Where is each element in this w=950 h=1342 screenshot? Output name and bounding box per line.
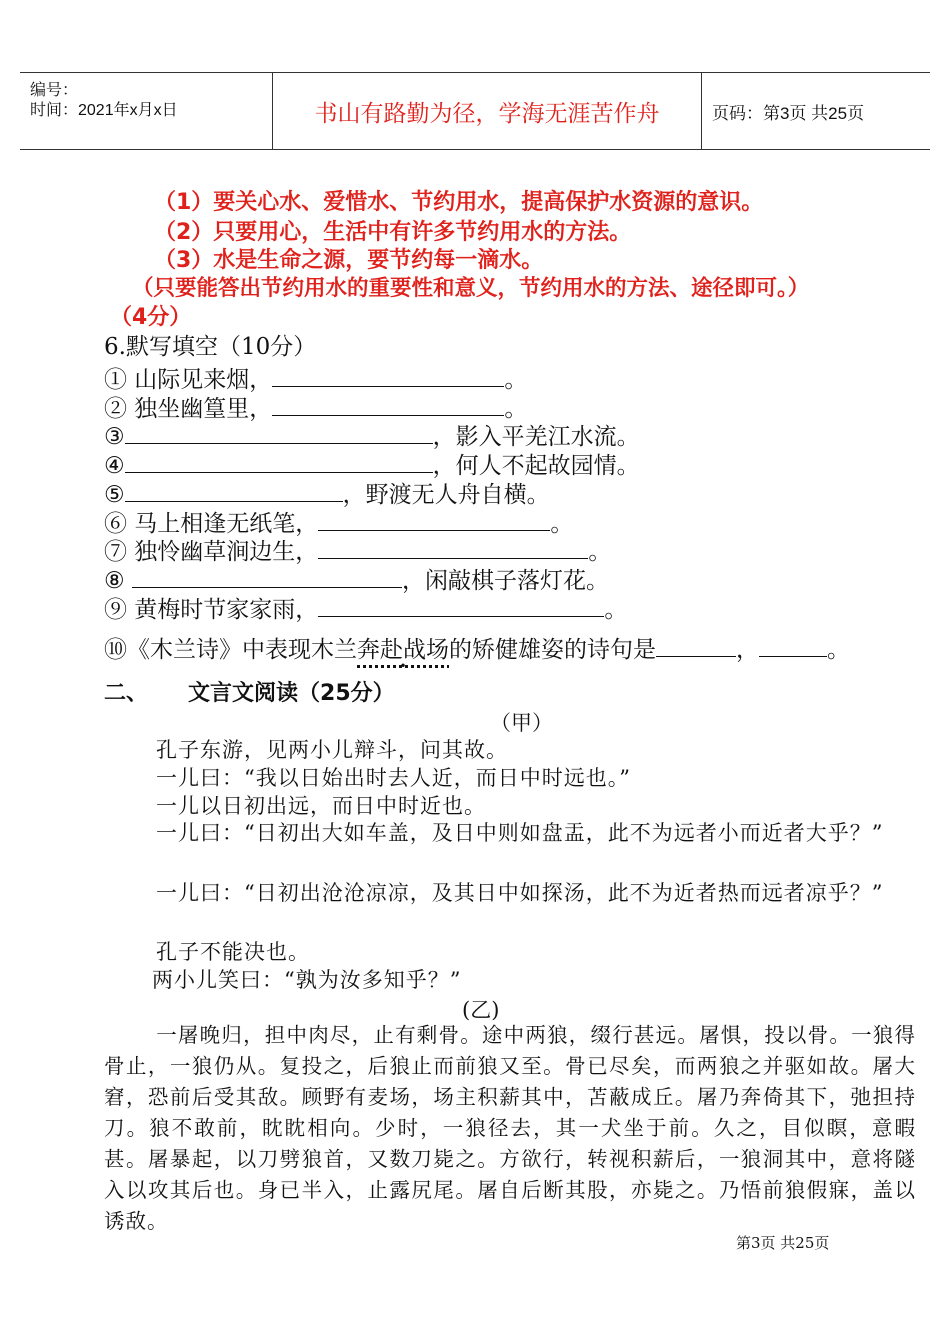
fill-blank-6[interactable] [318, 506, 550, 531]
question-6-title: 6.默写填空（10分） [104, 334, 317, 360]
fill-item-4-end: ，何人不起故园情。 [432, 453, 640, 479]
passage-a-p2-text: 一儿曰：“我以日始出时去人近，而日中时远也。” [156, 766, 631, 790]
fill-blank-9[interactable] [318, 592, 604, 617]
fill-item-8-prompt: ⑧ [104, 568, 132, 594]
passage-a-p3-text: 一儿以日初出远，而日中时近也。 [156, 794, 486, 818]
passage-a-para-5 [104, 878, 916, 908]
answer-line-4: （只要能答出节约用水的重要性和意义，节约用水的方法、途径即可。） [132, 276, 810, 301]
passage-a-para-4 [104, 818, 916, 848]
fill-item-2-prompt: ② 独坐幽篁里， [104, 396, 273, 422]
fill-item-10-prompt-end: 的矫健雄姿的诗句是 [449, 637, 656, 663]
fill-item-6-prompt: ⑥ 马上相逢无纸笔， [104, 511, 319, 537]
fill-item-10-emphasis-text: 奔赴战场 [357, 637, 449, 663]
answer-line-1: （1）要关心水、爱惜水、节约用水，提高保护水资源的意识。 [154, 190, 764, 215]
fill-item-5-end: ，野渡无人舟自横。 [342, 482, 550, 508]
passage-a-p4-text: 一儿曰：“日初出大如车盖，及日中则如盘盂，此不为远者小而近者大乎？” [156, 821, 884, 845]
fill-item-10-prompt: ⑩《木兰诗》中表现木兰 [104, 637, 357, 663]
fill-blank-5[interactable] [125, 477, 343, 502]
passage-b-para-1 [104, 1020, 916, 1237]
header-meta [30, 81, 178, 121]
fill-item-6-end: 。 [550, 511, 574, 537]
fill-item-9-end: 。 [604, 597, 628, 623]
passage-b-p1-text: 一屠晚归，担中肉尽，止有剩骨。途中两狼，缀行甚远。屠惧，投以骨。一狼得骨止，一狼仍从。复投之，后狼止而前狼又至。骨已尽矣，而两狼之并驱如故。屠大窘，恐前后受其敌。顾野有麦场，场主积薪其中，苫蔽成丘。屠乃奔倚其下，弛担持刀。狼不敢前，眈眈相向。少时，一狼径去，其一犬坐于前。久之，目似瞑，意暇甚。屠暴起，以刀劈狼首，又数刀毙之。方欲行，转视积薪后，一狼洞其中，意将隧入以攻其后也。身已半入，止露尻尾。屠自后断其股，亦毙之。乃悟前狼假寐，盖以诱敌。 [104, 1023, 916, 1233]
header-motto: 书山有路勤为径，学海无涯苦作舟 [272, 73, 702, 149]
fill-item-10-end: 。 [827, 637, 850, 663]
fill-item-2-end: 。 [504, 396, 528, 422]
fill-item-7-end: 。 [588, 539, 612, 565]
fill-item-9-prompt: ⑨ 黄梅时节家家雨， [104, 597, 319, 623]
answer-line-5: （4分） [110, 305, 192, 330]
header-page-info: 页码：第3页 共25页 [712, 103, 865, 123]
fill-blank-7[interactable] [318, 534, 588, 559]
fill-blank-10b[interactable] [759, 632, 827, 657]
section-2-heading [104, 676, 395, 707]
fill-item-1-prompt: ① 山际见来烟， [104, 367, 273, 393]
fill-blank-10a[interactable] [656, 632, 736, 657]
section-2-title: 文言文阅读（25分） [188, 681, 395, 706]
fill-blank-1[interactable] [272, 362, 504, 387]
fill-blank-4[interactable] [125, 448, 433, 473]
answer-line-3: （3）水是生命之源，要节约每一滴水。 [154, 248, 544, 273]
passage-a-p1-text: 孔子东游，见两小儿辩斗，问其故。 [156, 738, 508, 762]
fill-item-10-emphasis [357, 635, 449, 665]
fill-item-10 [104, 632, 850, 665]
passage-b-label: (乙) [462, 998, 500, 1022]
section-2-number: 二、 [104, 681, 149, 706]
fill-item-5-prompt: ⑤ [104, 482, 125, 508]
doc-number-label: 编号： [30, 82, 79, 99]
page-footer: 第3页 共25页 [736, 1234, 830, 1252]
fill-item-3-end: ，影入平羌江水流。 [432, 424, 640, 450]
fill-item-1-end: 。 [504, 367, 528, 393]
passage-a-label: （甲） [490, 711, 553, 735]
fill-item-7-prompt: ⑦ 独怜幽草涧边生， [104, 539, 319, 565]
fill-blank-3[interactable] [125, 419, 433, 444]
doc-time-label: 时间：2021年x月x日 [30, 102, 178, 119]
fill-item-10-comma: ， [736, 637, 759, 663]
passage-a-p5-text: 一儿曰：“日初出沧沧凉凉，及其日中如探汤，此不为近者热而远者凉乎？” [156, 881, 884, 905]
passage-a-p7-text: 两小儿笑曰：“孰为汝多知乎？” [152, 968, 462, 992]
fill-item-9 [104, 592, 627, 625]
fill-item-8-end: ，闲敲棋子落灯花。 [401, 568, 609, 594]
answer-line-2: （2）只要用心，生活中有许多节约用水的方法。 [154, 220, 632, 245]
fill-item-3-prompt: ③ [104, 424, 125, 450]
fill-blank-8[interactable] [132, 563, 402, 588]
passage-a-p6-text: 孔子不能决也。 [156, 940, 310, 964]
fill-blank-2[interactable] [272, 391, 504, 416]
fill-item-4-prompt: ④ [104, 453, 125, 479]
passage-a-para-7 [104, 964, 916, 997]
page-header [20, 72, 930, 150]
